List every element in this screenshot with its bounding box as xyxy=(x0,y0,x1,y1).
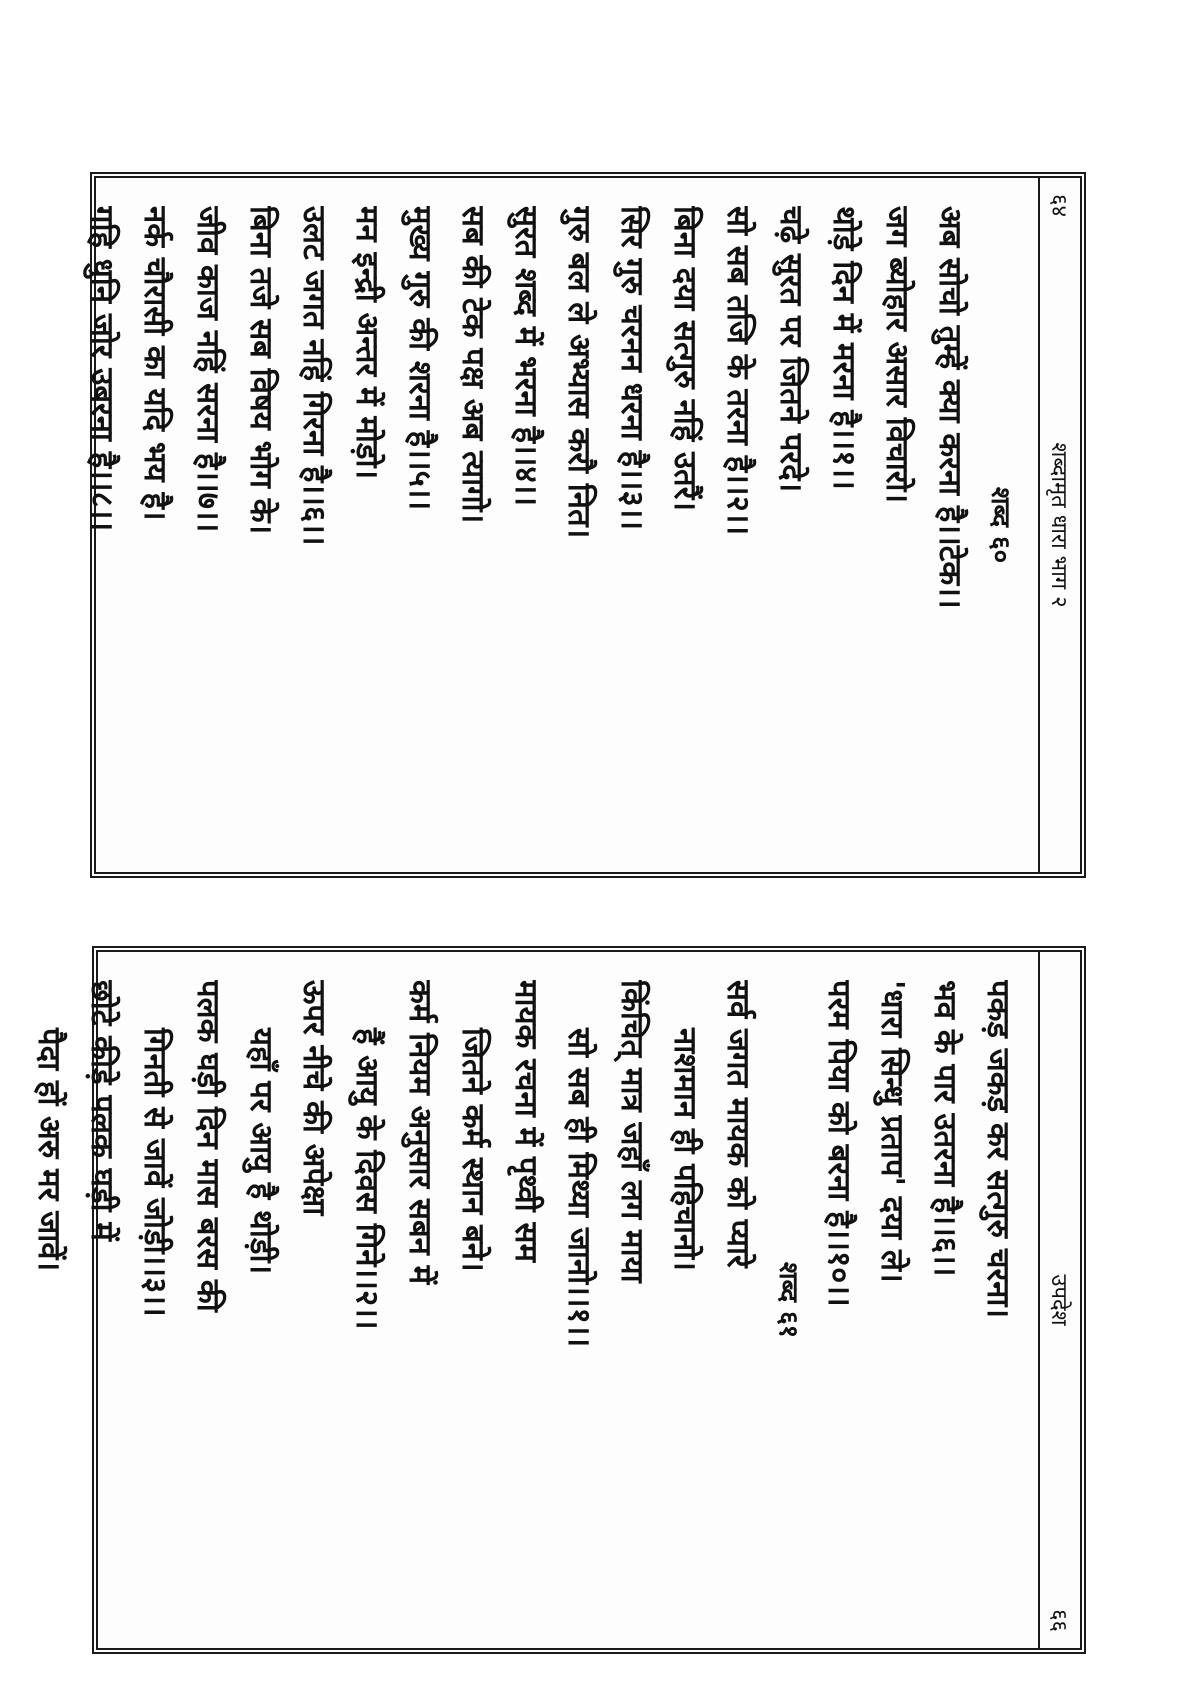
shabd-title: शब्द ६१ xyxy=(773,1261,803,1339)
bottom-running-head: उपदेश xyxy=(1046,1274,1071,1326)
verse-line: नाशमान ही पहिचानो। xyxy=(667,1028,703,1271)
bottom-page-number: ६६ xyxy=(1046,1609,1071,1632)
top-page-number: ६४ xyxy=(1046,194,1071,217)
verse-line: जीव काज नहिं सरना है।।७।। xyxy=(190,206,226,533)
verse-line: सो सब तजि के तरना है।।२।। xyxy=(720,206,756,536)
verse-line: नर्क चौरासी का यदि भय है। xyxy=(137,206,173,521)
verse-line: सर्व जगत मायक को प्यारे xyxy=(720,980,756,1268)
verse-line: सुरत शब्द में भरना है।।४।। xyxy=(508,206,544,507)
verse-line: सब की टेक पक्ष अब त्यागो। xyxy=(455,206,491,524)
verse-line: मन इन्द्री अन्तर में मोड़ो। xyxy=(349,206,385,480)
verse-line: परम पिया को बरना है।।१०।। xyxy=(821,980,857,1307)
verse-line: मुख्य गुरु की शरना है।।५।। xyxy=(402,206,438,511)
bottom-page-header xyxy=(1038,952,1080,1648)
verse-line: अब सोचो तुम्हें क्या करना है।।टेक।। xyxy=(932,206,968,609)
verse-line: जितने कर्म स्थान बने। xyxy=(455,1028,491,1272)
bottom-page xyxy=(31,952,1080,1648)
verse-line: सिर गुरु चरनन धरना है।।३।। xyxy=(614,206,650,531)
verse-line: 'धारा सिन्धु प्रताप' दया ले। xyxy=(874,980,910,1283)
verse-line: मायक रचना में पृथ्वी सम xyxy=(508,980,544,1262)
verse-line: थोड़े दिन में मरना है।।१।। xyxy=(826,206,862,490)
verse-line: पकड़ जकड़ कर सत्गुरु चरना। xyxy=(980,980,1016,1319)
verse-line: जग ब्योहार असार विचारो। xyxy=(879,206,915,504)
verse-line: ऊपर नीचे की अपेक्षा xyxy=(296,980,332,1216)
verse-line: गहि धुनि जोर उबरना है।।८।। xyxy=(84,206,120,532)
top-page-body xyxy=(75,178,1038,872)
top-page xyxy=(84,178,1080,872)
top-page-header xyxy=(1038,178,1080,872)
verse-line: गिनती से जावें जोड़ी।।३।। xyxy=(137,1028,173,1317)
verse-line: चढ़े सुरत पर जितने परदे। xyxy=(773,206,809,493)
verse-line: कर्म नियम अनुसार सबन में xyxy=(402,980,438,1285)
verse-line: किंचित् मात्र जहाँ लग माया xyxy=(614,980,650,1283)
verse-line: यहाँ पर आयु है थोड़ी। xyxy=(243,1028,279,1275)
verse-line: बिना तजे सब विषय भोग के। xyxy=(243,206,279,535)
verse-line: भव के पार उतरना है।।६।। xyxy=(927,980,963,1277)
verse-line: पलक घड़ी दिन मास बरस की xyxy=(190,980,226,1312)
verse-line: बिना दया सत्गुरु नहिं उतरैं। xyxy=(667,206,703,512)
shabd-title: शब्द ६० xyxy=(985,486,1015,564)
bottom-page-frame xyxy=(31,946,1086,1654)
verse-line: सो सब ही मिथ्या जानो।।१।। xyxy=(561,1028,597,1348)
top-running-head: शब्दामृत धारा भाग २ xyxy=(1046,442,1071,608)
verse-line: हैं आयु के दिवस गिने।।२।। xyxy=(349,1028,385,1330)
verse-line: पैदा हों अरु मर जावें। xyxy=(31,1028,67,1272)
top-page-frame xyxy=(84,172,1086,878)
verse-line: छोटे कीड़े पलक घड़ी में xyxy=(84,980,120,1241)
verse-line: गुरु बल ले अभ्यास करौ नित। xyxy=(561,206,597,539)
bottom-page-body xyxy=(22,952,1038,1648)
verse-line: उलट जगत नहिं गिरना है।।६।। xyxy=(296,206,332,546)
